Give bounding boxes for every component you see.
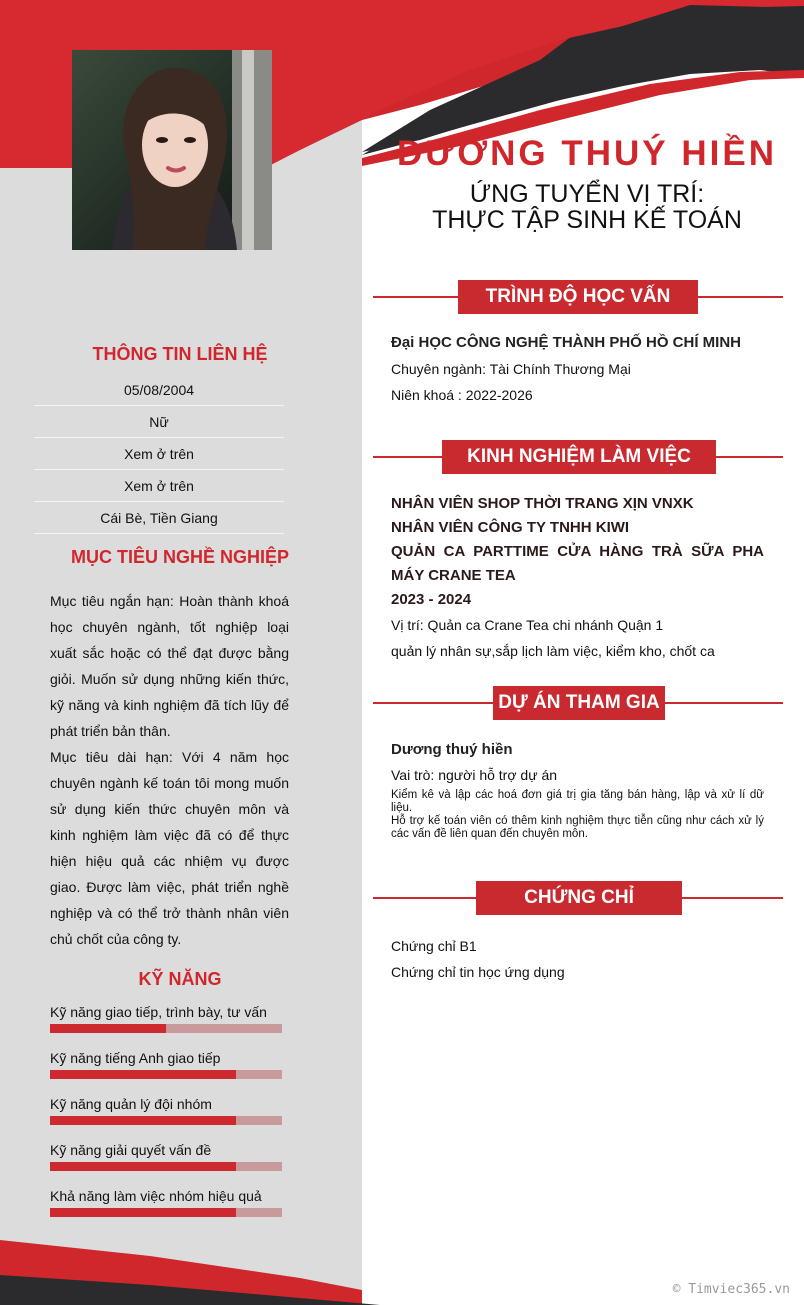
skill-label: Kỹ năng giải quyết vấn đề	[50, 1142, 212, 1158]
skill-label: Khả năng làm việc nhóm hiệu quả	[50, 1188, 262, 1204]
skill-bar	[50, 1208, 282, 1217]
skill-label: Kỹ năng quản lý đội nhóm	[50, 1096, 212, 1112]
experience-list	[391, 492, 764, 612]
objective-text	[50, 588, 289, 952]
skill-item	[50, 1002, 282, 1033]
education-major: Chuyên ngành: Tài Chính Thương Mại	[391, 361, 631, 377]
project-description	[391, 789, 764, 841]
experience-heading: KINH NGHIỆM LÀM VIỆC	[442, 440, 716, 474]
profile-photo	[72, 50, 272, 250]
project-description-line: Kiểm kê và lập các hoá đơn giá trị gia tăng bán hàng, lập và xử lí dữ liệu.	[391, 789, 764, 814]
skill-bar	[50, 1024, 282, 1033]
skill-item	[50, 1186, 282, 1217]
position-line-2: THỰC TẬP SINH KẾ TOÁN	[432, 206, 742, 234]
project-description-line: Hỗ trợ kế toán viên có thêm kinh nghiệm thực tiễn cũng như cách xử lý các vấn đề liên quan đến chuyên môn.	[391, 815, 764, 840]
certificate-item: Chứng chỉ tin học ứng dụng	[391, 964, 565, 980]
certificates-heading: CHỨNG CHỈ	[476, 881, 682, 915]
candidate-name: DƯƠNG THUÝ HIỀN	[396, 134, 777, 173]
education-years: Niên khoá : 2022-2026	[391, 387, 533, 403]
certificate-item: Chứng chỉ B1	[391, 938, 477, 954]
objective-short-term: Mục tiêu ngắn hạn: Hoàn thành khoá học chuyên ngành, tốt nghiệp loại xuất sắc hoặc có thể đạt được bằng giỏi. Muốn sử dụng những kiến thức, kỹ năng và kinh nghiệm đã tích lũy để phát triển bản thân.	[50, 593, 289, 739]
contact-birthdate: 05/08/2004	[34, 374, 284, 406]
skill-bar	[50, 1116, 282, 1125]
contact-phone: Xem ở trên	[34, 438, 284, 470]
watermark: © Timviec365.vn	[672, 1282, 790, 1297]
contact-email: Xem ở trên	[34, 470, 284, 502]
skill-bar	[50, 1162, 282, 1171]
skill-label: Kỹ năng tiếng Anh giao tiếp	[50, 1050, 221, 1066]
education-heading: TRÌNH ĐỘ HỌC VẤN	[458, 280, 698, 314]
contact-address: Cái Bè, Tiền Giang	[34, 502, 284, 534]
skill-item	[50, 1048, 282, 1079]
skill-bar-fill	[50, 1208, 236, 1217]
skill-item	[50, 1094, 282, 1125]
project-name: Dương thuý hiền	[391, 741, 513, 758]
skills-heading: KỸ NĂNG	[138, 969, 222, 989]
experience-job: QUẢN CA PARTTIME CỬA HÀNG TRÀ SỮA PHA MÁY CRANE TEA	[391, 543, 764, 584]
skill-item	[50, 1140, 282, 1171]
skill-label: Kỹ năng giao tiếp, trình bày, tư vấn	[50, 1004, 267, 1020]
experience-job: NHÂN VIÊN SHOP THỜI TRANG XỊN VNXK	[391, 495, 694, 512]
contact-heading: THÔNG TIN LIÊN HỆ	[92, 344, 268, 364]
objective-heading: MỤC TIÊU NGHỀ NGHIỆP	[70, 547, 289, 567]
project-role: Vai trò: người hỗ trợ dự án	[391, 767, 558, 783]
education-school: Đại HỌC CÔNG NGHỆ THÀNH PHỐ HỒ CHÍ MINH	[391, 334, 742, 351]
objective-long-term: Mục tiêu dài hạn: Với 4 năm học chuyên ngành kế toán tôi mong muốn sử dụng kiến thức chuyên môn và kinh nghiệm làm việc đã có để thực hiện hiệu quả các nhiệm vụ được giao. Được làm việc, phát triển nghề nghiệp và có thể trở thành nhân viên chủ chốt của công ty.	[50, 749, 289, 947]
experience-tasks: quản lý nhân sự,sắp lịch làm việc, kiểm kho, chốt ca	[391, 643, 715, 659]
experience-role: Vị trí: Quản ca Crane Tea chi nhánh Quận 1	[391, 617, 664, 633]
skill-bar-fill	[50, 1162, 236, 1171]
skill-bar	[50, 1070, 282, 1079]
contact-gender: Nữ	[34, 406, 284, 438]
position-line-1: ỨNG TUYỂN VỊ TRÍ:	[469, 180, 705, 208]
experience-period: 2023 - 2024	[391, 591, 472, 608]
experience-job: NHÂN VIÊN CÔNG TY TNHH KIWI	[391, 519, 630, 536]
projects-heading: DỰ ÁN THAM GIA	[493, 686, 665, 720]
skill-bar-fill	[50, 1024, 166, 1033]
skill-bar-fill	[50, 1070, 236, 1079]
skill-bar-fill	[50, 1116, 236, 1125]
